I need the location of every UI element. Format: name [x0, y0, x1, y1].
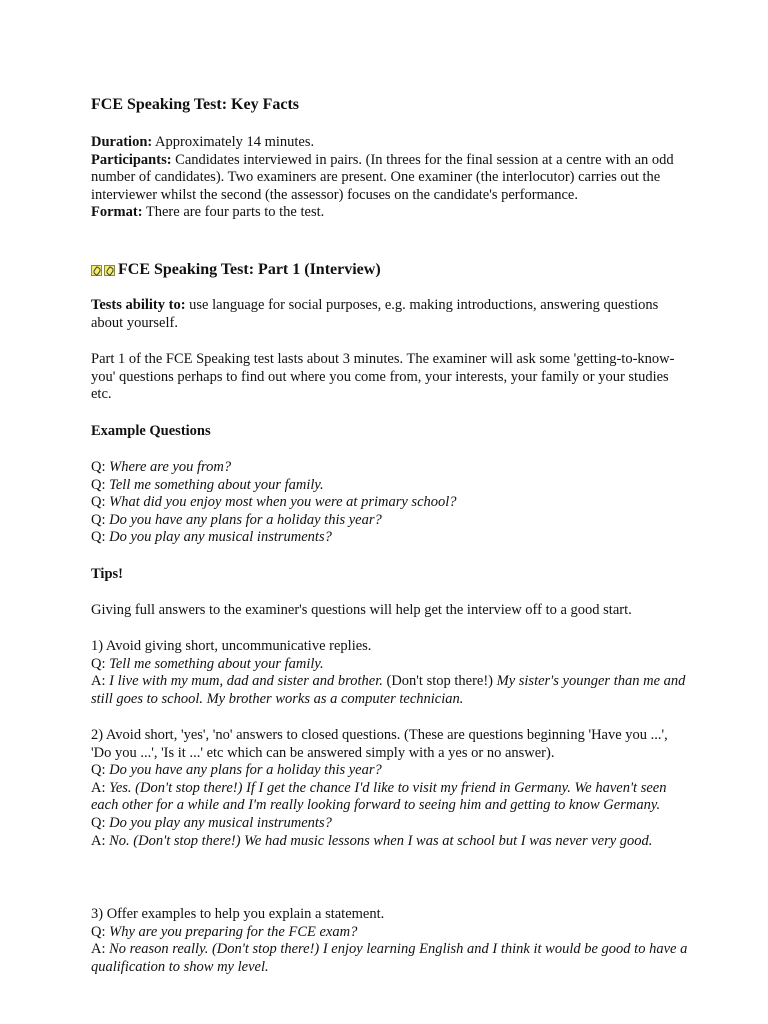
example-questions-list [91, 459, 691, 547]
tips-intro: Giving full answers to the examiner's questions will help get the interview off to a good start. [91, 602, 632, 618]
tip-2-answer-2: No. (Don't stop there!) We had music lessons when I was at school but I was never very good. [109, 832, 653, 849]
tests-ability-paragraph [91, 297, 691, 332]
tip-1-answer-note: (Don't stop there!) [382, 673, 497, 690]
tip-1-question: Tell me something about your family. [109, 655, 324, 672]
q-prefix: Q: [91, 655, 110, 672]
q-prefix: Q: [91, 923, 110, 940]
part1-intro: Part 1 of the FCE Speaking test lasts about 3 minutes. The examiner will ask some 'getting-to-know-you' questions perhaps to find out where you come from, your interests, your family or your studies etc. [91, 351, 675, 403]
example-question: Where are you from? [109, 459, 232, 475]
tests-label: Tests ability to: [91, 297, 186, 313]
duration-label: Duration: [91, 134, 153, 150]
example-question: Tell me something about your family. [109, 476, 324, 493]
tip-3-answer: No reason really. (Don't stop there!) I enjoy learning English and I think it would be good to have a qualification to show my level. [91, 941, 688, 975]
q-prefix: Q: [91, 476, 110, 493]
tip-2-question-1: Do you have any plans for a holiday this year? [109, 762, 382, 779]
q-prefix: Q: [91, 459, 110, 475]
part1-title-row [91, 261, 691, 281]
q-prefix: Q: [91, 511, 110, 528]
tip-2-title: 2) Avoid short, 'yes', 'no' answers to closed questions. (These are questions beginning 'Have you ...', 'Do you ...', 'Is it ...' etc which can be answered simply with a yes or no answer). [91, 727, 668, 761]
tip-1-title: 1) Avoid giving short, uncommunicative replies. [91, 638, 372, 654]
duration-text: Approximately 14 minutes. [152, 134, 315, 150]
tip-1-answer-start: I live with my mum, dad and sister and brother. [109, 673, 383, 690]
a-prefix: A: [91, 673, 110, 690]
q-prefix: Q: [91, 529, 110, 546]
example-question: Do you have any plans for a holiday this year? [109, 511, 382, 528]
a-prefix: A: [91, 832, 110, 849]
example-question: Do you play any musical instruments? [109, 529, 332, 546]
tip-1-answer-rest: My sister's younger than me and still goes to school. My brother works as a computer technician. [91, 673, 686, 707]
anchor-icon [104, 265, 115, 276]
tip-2-answer-1: Yes. (Don't stop there!) If I get the chance I'd like to visit my friend in Germany. We haven't seen each other for a while and I'm really looking forward to seeing him and getting to know Germany. [91, 779, 667, 814]
a-prefix: A: [91, 779, 110, 796]
anchor-icon [91, 265, 102, 276]
format-text: There are four parts to the test. [142, 204, 325, 221]
participants-text: Candidates interviewed in pairs. (In threes for the final session at a centre with an odd number of candidates). Two examiners are present. One examiner (the interlocutor) carries out the interviewer whilst the second (the assessor) focuses on the candidate's performance. [91, 151, 674, 203]
key-facts-title: FCE Speaking Test: Key Facts [91, 96, 300, 113]
tip-2 [91, 727, 691, 850]
key-facts-paragraph [91, 134, 691, 222]
tips-heading: Tips! [91, 566, 123, 582]
example-question: What did you enjoy most when you were at primary school? [109, 494, 457, 511]
example-questions-heading: Example Questions [91, 423, 211, 439]
tip-1 [91, 638, 691, 708]
tip-2-question-2: Do you play any musical instruments? [109, 814, 332, 831]
tip-3-question: Why are you preparing for the FCE exam? [109, 923, 358, 940]
a-prefix: A: [91, 941, 110, 958]
q-prefix: Q: [91, 814, 110, 831]
participants-label: Participants: [91, 151, 172, 168]
q-prefix: Q: [91, 762, 110, 779]
tests-text: use language for social purposes, e.g. making introductions, answering questions about yourself. [91, 297, 659, 331]
tip-3 [91, 906, 691, 976]
part1-title: FCE Speaking Test: Part 1 (Interview) [118, 261, 381, 278]
tip-3-title: 3) Offer examples to help you explain a statement. [91, 906, 385, 922]
format-label: Format: [91, 204, 143, 221]
link-anchor-icons[interactable] [91, 263, 117, 281]
q-prefix: Q: [91, 494, 110, 511]
